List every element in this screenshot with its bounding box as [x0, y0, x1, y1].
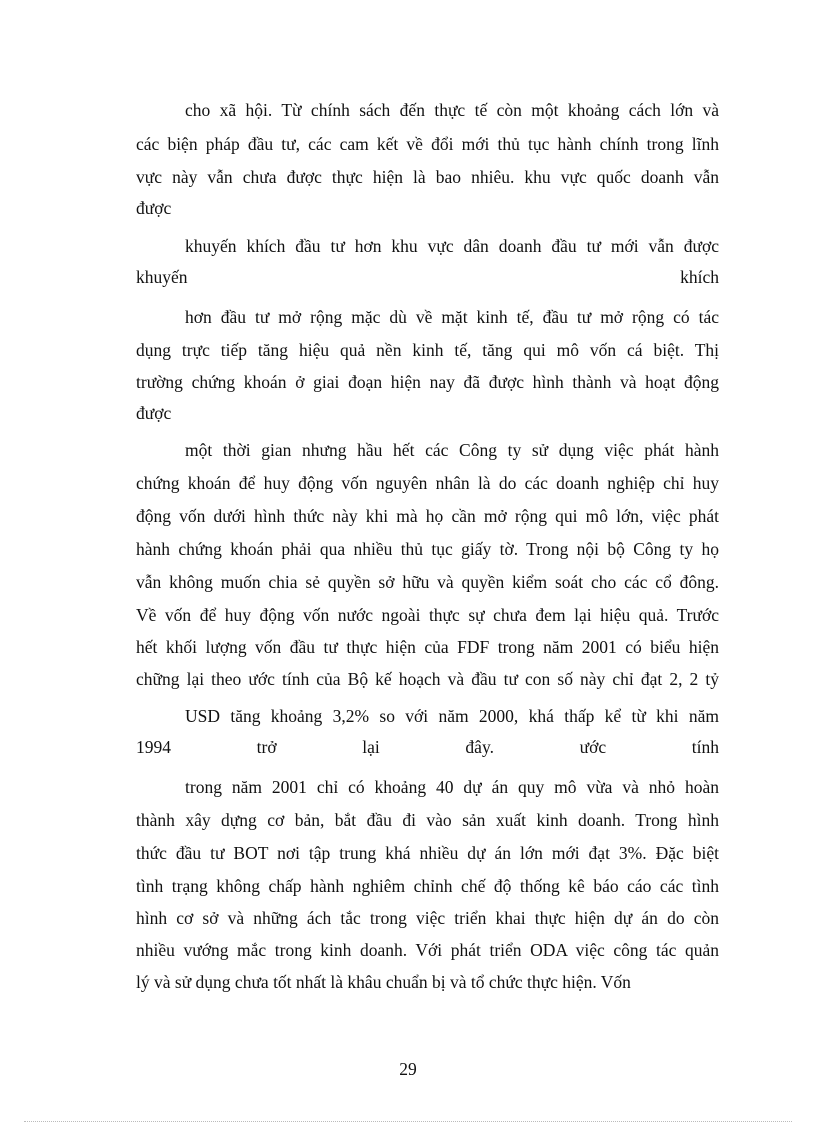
body-text-line: thành xây dựng cơ bản, bắt đầu đi vào sản xuất kinh doanh. Trong hình: [136, 810, 719, 830]
body-text-line: hết khối lượng vốn đầu tư thực hiện của FDF trong năm 2001 có biểu hiện: [136, 637, 719, 657]
body-text-line: nhiều vướng mắc trong kinh doanh. Với phát triển ODA việc công tác quản: [136, 940, 719, 960]
body-text-line: một thời gian nhưng hầu hết các Công ty sử dụng việc phát hành: [185, 440, 719, 460]
body-text-line: được: [136, 403, 172, 423]
body-text-line: dụng trực tiếp tăng hiệu quả nền kinh tế, tăng qui mô vốn cá biệt. Thị: [136, 340, 719, 360]
body-text-line: hành chứng khoán phải qua nhiều thủ tục giấy tờ. Trong nội bộ Công ty họ: [136, 539, 719, 559]
body-text-line: hình cơ sở và những ách tắc trong việc triển khai thực hiện dự án do còn: [136, 908, 719, 928]
body-text-line: lý và sử dụng chưa tốt nhất là khâu chuẩn bị và tổ chức thực hiện. Vốn: [136, 972, 631, 992]
body-text-line: chứng khoán để huy động vốn nguyên nhân là do các doanh nghiệp chỉ huy: [136, 473, 719, 493]
body-text-line: vẫn không muốn chia sẻ quyền sở hữu và quyền kiểm soát cho các cổ đông.: [136, 572, 719, 592]
body-text-line: USD tăng khoảng 3,2% so với năm 2000, khá thấp kể từ khi năm: [185, 706, 719, 726]
body-text-line: khuyến khích đầu tư hơn khu vực dân doanh đầu tư mới vẫn được: [185, 236, 719, 256]
body-text-line: thức đầu tư BOT nơi tập trung khá nhiều dự án lớn mới đạt 3%. Đặc biệt: [136, 843, 719, 863]
body-text-line: chững lại theo ước tính của Bộ kế hoạch và đầu tư con số này chỉ đạt 2, 2 tỷ: [136, 669, 719, 689]
body-text-line: hơn đầu tư mở rộng mặc dù về mặt kinh tế, đầu tư mở rộng có tác: [185, 307, 719, 327]
body-text-line: các biện pháp đầu tư, các cam kết về đổi mới thủ tục hành chính trong lĩnh: [136, 134, 719, 154]
body-text-line: 1994 trở lại đây. ước tính: [136, 737, 719, 757]
body-text-line: vực này vẫn chưa được thực hiện là bao nhiêu. khu vực quốc doanh vẫn: [136, 167, 719, 187]
body-text-line: khuyến khích: [136, 267, 719, 287]
body-text-line: tình trạng không chấp hành nghiêm chỉnh chế độ thống kê báo cáo các tình: [136, 876, 719, 896]
body-text-line: được: [136, 198, 172, 218]
body-text-line: trong năm 2001 chỉ có khoảng 40 dự án quy mô vừa và nhỏ hoàn: [185, 777, 719, 797]
body-text-line: động vốn dưới hình thức này khi mà họ cần mở rộng qui mô lớn, việc phát: [136, 506, 719, 526]
body-text-line: Về vốn để huy động vốn nước ngoài thực sự chưa đem lại hiệu quả. Trước: [136, 605, 719, 625]
page-number: 29: [399, 1059, 417, 1079]
body-text-line: cho xã hội. Từ chính sách đến thực tế còn một khoảng cách lớn và: [185, 100, 719, 120]
page-bottom-divider: [24, 1121, 792, 1122]
body-text-line: trường chứng khoán ở giai đoạn hiện nay đã được hình thành và hoạt động: [136, 372, 719, 392]
